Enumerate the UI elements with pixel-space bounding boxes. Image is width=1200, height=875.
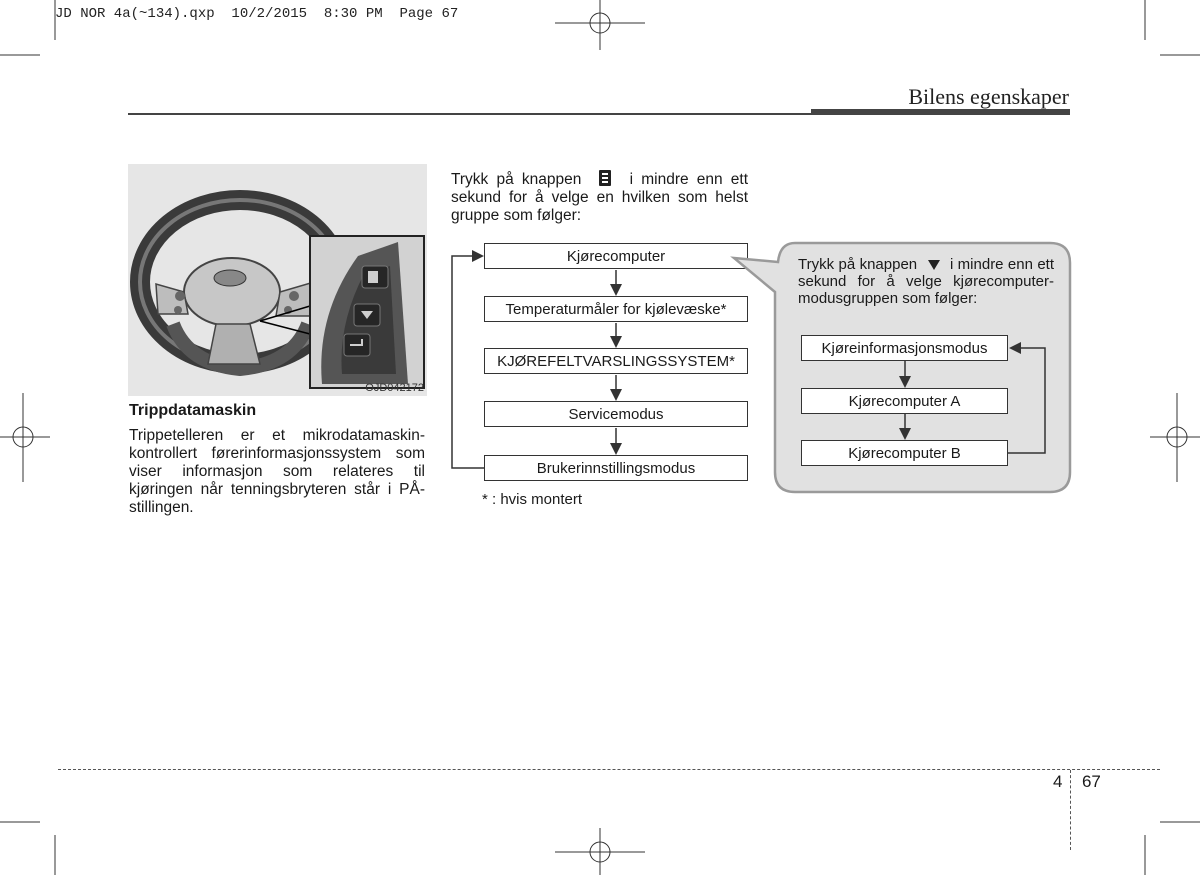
intro-text-end: i mindre enn ett sekund for å velge en hvilken som helst gruppe som følger: xyxy=(451,171,749,224)
page-number-value: 67 xyxy=(1081,772,1101,791)
main-flow-item: KJØREFELTVARSLINGSSYSTEM* xyxy=(484,348,748,374)
intro-text-start: Trykk på knappen xyxy=(451,171,582,188)
main-flow-item: Temperaturmåler for kjølevæske* xyxy=(484,296,748,322)
callout-text xyxy=(798,256,1054,307)
footer-dotted-rule xyxy=(58,769,1160,770)
main-flow-item: Kjørecomputer xyxy=(484,243,748,269)
callout-text-end: i mindre enn ett sekund for å velge kjørecomputer-modusgruppen som følger: xyxy=(798,256,1055,307)
figure-code: OJD042172 xyxy=(365,382,424,394)
main-flow-item: Brukerinnstillingsmodus xyxy=(484,455,748,481)
section-heading: Trippdatamaskin xyxy=(129,402,257,419)
callout-flow-item: Kjørecomputer B xyxy=(801,440,1008,466)
callout-flow-item: Kjørecomputer A xyxy=(801,388,1008,414)
down-arrow-icon xyxy=(928,260,940,270)
description-paragraph: Trippetelleren er et mikrodatamaskin-kontrollert førerinformasjonssystem som viser informasjon som relateres til kjøringen når tenningsbryteren står i PÅ-stillingen. xyxy=(129,427,425,516)
section-title: Bilens egenskaper xyxy=(908,84,1069,109)
callout-flow-item: Kjøreinformasjonsmodus xyxy=(801,335,1008,361)
page-number xyxy=(1053,772,1101,792)
file-header: JD NOR 4a(~134).qxp 10/2/2015 8:30 PM Page 67 xyxy=(55,6,459,22)
loop-arrow xyxy=(452,256,484,468)
main-flow-item: Servicemodus xyxy=(484,401,748,427)
chapter-number: 4 xyxy=(1053,772,1063,791)
callout-text-start: Trykk på knappen xyxy=(798,256,918,273)
footnote: * : hvis montert xyxy=(482,491,583,508)
